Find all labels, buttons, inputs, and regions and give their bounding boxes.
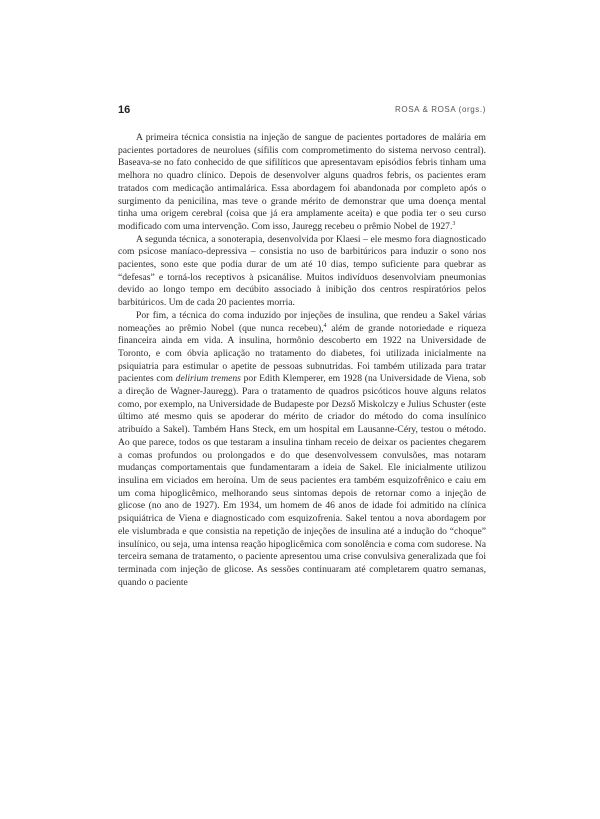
body-text bbox=[118, 132, 486, 589]
page-header bbox=[118, 104, 486, 120]
page-number: 16 bbox=[118, 104, 131, 116]
paragraph-1-text: A primeira técnica consistia na injeção de sangue de pacientes portadores de malária em pacientes portadores de neurolues (sífilis com comprometimento do sistema nervoso central). Baseava-se no fato conhecido de que sifilíticos que apresentavam episódios febris tinham uma melhora no quadro clínico. Depois de desenvolver alguns quadros febris, os pacientes eram tratados com medicação antimalárica. Essa abordagem foi abandonada por completo após o surgimento da penicilina, mas teve o grande mérito de demonstrar que uma doença mental tinha uma origem cerebral (coisa que já era amplamente aceita) e que podia ter o seu curso modificado com uma intervenção. Com isso, Jauregg recebeu o prêmio Nobel de 1927. bbox=[118, 132, 486, 232]
footnote-ref-3: 3 bbox=[452, 220, 456, 227]
paragraph-3-italic-term: delirium tremens bbox=[175, 373, 241, 385]
running-head: ROSA & ROSA (orgs.) bbox=[395, 105, 486, 114]
paragraph-1 bbox=[118, 132, 486, 234]
paragraph-3 bbox=[118, 310, 486, 589]
footnote-ref-4: 4 bbox=[323, 322, 327, 329]
paragraph-3-text-a: Por fim, a técnica do coma induzido por injeções de insulina, que rendeu a Sakel várias nomeações ao prêmio Nobel (que nunca recebeu), bbox=[118, 309, 486, 334]
paragraph-3-text-c: por Edith Klemperer, em 1928 (na Universidade de Viena, sob a direção de Wagner-Jauregg). Para o tratamento de quadros psicóticos houve alguns relatos como, por exemplo, na Universidade de Budapeste por Dezső Miskolczy e Julius Schuster (este último até mesmo quis se apoderar do mérito de criador do método do coma insulínico atribuído a Sakel). Também Hans Steck, em um hospital em Lausanne-Céry, testou o método. Ao que parece, todos os que testaram a insulina tinham receio de deixar os pacientes chegarem a comas profundos ou prolongados e do que desenvolvessem convulsões, mas notaram mudanças comportamentais que fundamentaram a ideia de Sakel. Ele inicialmente utilizou insulina em viciados em heroína. Um de seus pacientes era também esquizofrênico e caiu em um coma hipoglicêmico, melhorando seus sintomas depois de retornar como a injeção de glicose (no ano de 1927). Em 1934, um homem de 46 anos de idade foi admitido na clínica psiquiátrica de Viena e diagnosticado com esquizofrenia. Sakel tentou a nova abordagem por ele vislumbrada e que consistia na repetição de injeções de insulina até a indução do “choque” insulínico, ou seja, uma intensa reação hipoglicêmica com sonolência e coma com sudorese. Na terceira semana de tratamento, o paciente apresentou uma crise convulsiva generalizada que foi terminada com injeção de glicose. As sessões continuaram até completarem quatro semanas, quando o paciente bbox=[118, 373, 486, 588]
paragraph-2-text: A segunda técnica, a sonoterapia, desenvolvida por Klaesi – ele mesmo fora diagnosticado com psicose maníaco-depressiva – consistia no uso de barbitúricos para induzir o sono nos pacientes, sono este que podia durar de um até 10 dias, tempo suficiente para quebrar as “defesas” e torná-los receptivos à psicanálise. Muitos indivíduos desenvolviam pneumonias devido ao longo tempo em decúbito associado à inibição dos centros respiratórios pelos barbitúricos. Um de cada 20 pacientes morria. bbox=[118, 233, 486, 309]
paragraph-3-text-b: além de grande notoriedade e riqueza financeira ainda em vida. A insulina, hormônio descoberto em 1922 na Universidade de Toronto, e com óbvia aplicação no tratamento do diabetes, foi utilizada inicialmente na psiquiatria para estimular o apetite de pessoas subnutridas. Foi também utilizada para tratar pacientes com bbox=[118, 322, 486, 385]
paragraph-2 bbox=[118, 234, 486, 310]
